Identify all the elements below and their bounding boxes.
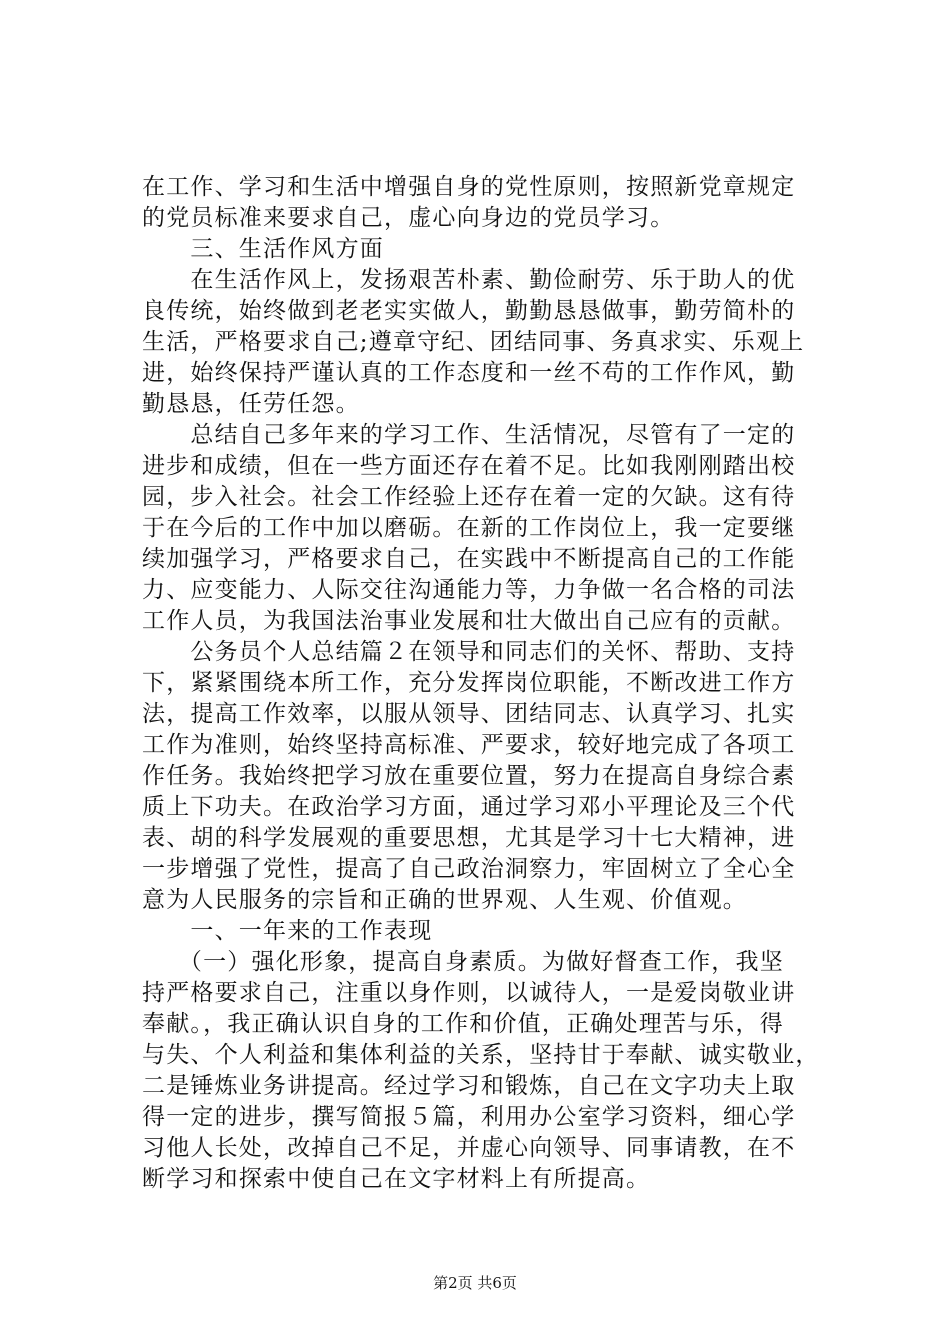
text-line: 生活，严格要求自己;遵章守纪、团结同事、务真求实、乐观上	[142, 329, 805, 355]
text-line: 奉献。，我正确认识自身的工作和价值，正确处理苦与乐，得	[142, 1011, 784, 1037]
text-line: 勤恳恳，任劳任怨。	[142, 391, 360, 417]
text-line: 工作人员，为我国法治事业发展和壮大做出自己应有的贡献。	[142, 608, 796, 634]
text-line: 工作为准则，始终坚持高标准、严要求，较好地完成了各项工	[142, 732, 796, 758]
text-line: 在生活作风上，发扬艰苦朴素、勤俭耐劳、乐于助人的优	[142, 267, 796, 293]
text-line: 习他人长处，改掉自己不足，并虚心向领导、同事请教，在不	[142, 1135, 796, 1161]
page-footer	[0, 1273, 950, 1293]
text-line: 表、胡的科学发展观的重要思想，尤其是学习十七大精神，进	[142, 825, 796, 851]
text-line: 断学习和探索中使自己在文字材料上有所提高。	[142, 1166, 651, 1192]
text-line: 公务员个人总结篇２在领导和同志们的关怀、帮助、支持	[142, 639, 796, 665]
text-line: 作任务。我始终把学习放在重要位置，努力在提高自身综合素	[142, 763, 796, 789]
section-heading: 一、一年来的工作表现	[142, 918, 433, 944]
text-line: 得一定的进步，撰写简报５篇，利用办公室学习资料，细心学	[142, 1104, 796, 1130]
text-line: 一步增强了党性，提高了自己政治洞察力，牢固树立了全心全	[142, 856, 796, 882]
text-line: 进，始终保持严谨认真的工作态度和一丝不苟的工作作风，勤	[142, 360, 796, 386]
section-heading: 三、生活作风方面	[142, 236, 384, 262]
text-line: 与失、个人利益和集体利益的关系，坚持甘于奉献、诚实敬业，	[142, 1042, 820, 1068]
text-line: 二是锤炼业务讲提高。经过学习和锻炼，自己在文字功夫上取	[142, 1073, 796, 1099]
text-line: 总结自己多年来的学习工作、生活情况，尽管有了一定的	[142, 422, 796, 448]
text-line: 力、应变能力、人际交往沟通能力等，力争做一名合格的司法	[142, 577, 796, 603]
text-line: 良传统，始终做到老老实实做人，勤勤恳恳做事，勤劳简朴的	[142, 298, 796, 324]
text-line: 下，紧紧围绕本所工作，充分发挥岗位职能，不断改进工作方	[142, 670, 796, 696]
page-number: 第2页 共6页	[433, 1274, 517, 1292]
text-line: 的党员标准来要求自己，虚心向身边的党员学习。	[142, 205, 675, 231]
text-line: 意为人民服务的宗旨和正确的世界观、人生观、价值观。	[142, 887, 747, 913]
text-line: （一）强化形象，提高自身素质。为做好督查工作，我坚	[142, 949, 784, 975]
text-line: 持严格要求自己，注重以身作则，以诚待人，一是爱岗敬业讲	[142, 980, 796, 1006]
text-line: 进步和成绩，但在一些方面还存在着不足。比如我刚刚踏出校	[142, 453, 796, 479]
text-line: 法，提高工作效率，以服从领导、团结同志、认真学习、扎实	[142, 701, 796, 727]
text-line: 质上下功夫。在政治学习方面，通过学习邓小平理论及三个代	[142, 794, 796, 820]
text-line: 在工作、学习和生活中增强自身的党性原则，按照新党章规定	[142, 174, 796, 200]
text-line: 续加强学习，严格要求自己，在实践中不断提高自己的工作能	[142, 546, 796, 572]
text-line: 于在今后的工作中加以磨砺。在新的工作岗位上，我一定要继	[142, 515, 796, 541]
text-line: 园，步入社会。社会工作经验上还存在着一定的欠缺。这有待	[142, 484, 796, 510]
body-text	[142, 172, 832, 1195]
